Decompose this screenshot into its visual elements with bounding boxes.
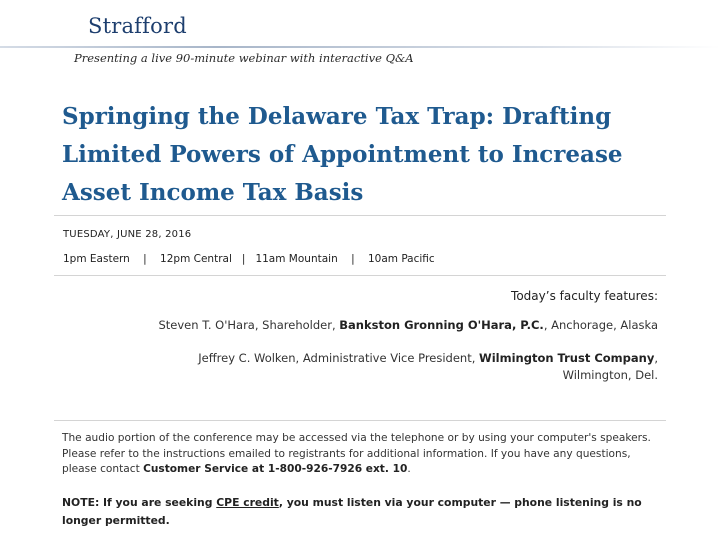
speaker-firm: Bankston Gronning O'Hara, P.C. (339, 318, 544, 332)
speaker-firm: Wilmington Trust Company (479, 351, 655, 365)
speaker-jeffrey-wolken (98, 350, 658, 384)
speaker-name-role: Steven T. O'Hara, Shareholder, (158, 318, 340, 332)
audio-instructions (62, 431, 662, 478)
speaker-steven-ohara (158, 318, 658, 332)
speaker-location: , Anchorage, Alaska (543, 318, 658, 332)
faculty-heading: Today’s faculty features: (511, 289, 658, 303)
webinar-times: 1pm Eastern | 12pm Central | 11am Mountain | 10am Pacific (63, 253, 435, 265)
title-divider (54, 215, 666, 216)
webinar-title: Springing the Delaware Tax Trap: Drafting Limited Powers of Appointment to Increase Asset Income Tax Basis (62, 103, 623, 206)
audio-end: . (407, 463, 411, 475)
speaker-name-role: Jeffrey C. Wolken, Administrative Vice President, (198, 351, 480, 365)
note-suffix: , you must listen via your computer — phone listening is no longer permitted. (62, 496, 642, 527)
note-prefix: NOTE: If you are seeking (62, 496, 217, 509)
cpe-credit-link[interactable]: CPE credit (216, 496, 279, 509)
webinar-date: TUESDAY, JUNE 28, 2016 (63, 229, 192, 240)
header-divider (0, 46, 720, 48)
strafford-logo: Strafford (88, 14, 187, 38)
schedule-divider (54, 275, 666, 276)
audio-text: The audio portion of the conference may be accessed via the telephone or by using your computer's speakers. Please refer to the instructions emailed to registrants for additional information. If you have any questions, please contact (62, 432, 651, 475)
webinar-subtitle: Presenting a live 90-minute webinar with interactive Q&A (74, 51, 414, 65)
faculty-divider (54, 420, 666, 421)
speaker-location: , (654, 351, 658, 365)
cpe-note (62, 494, 662, 530)
customer-service-contact: Customer Service at 1-800-926-7926 ext. 10 (143, 463, 408, 475)
speaker-location-line2: Wilmington, Del. (562, 368, 658, 382)
